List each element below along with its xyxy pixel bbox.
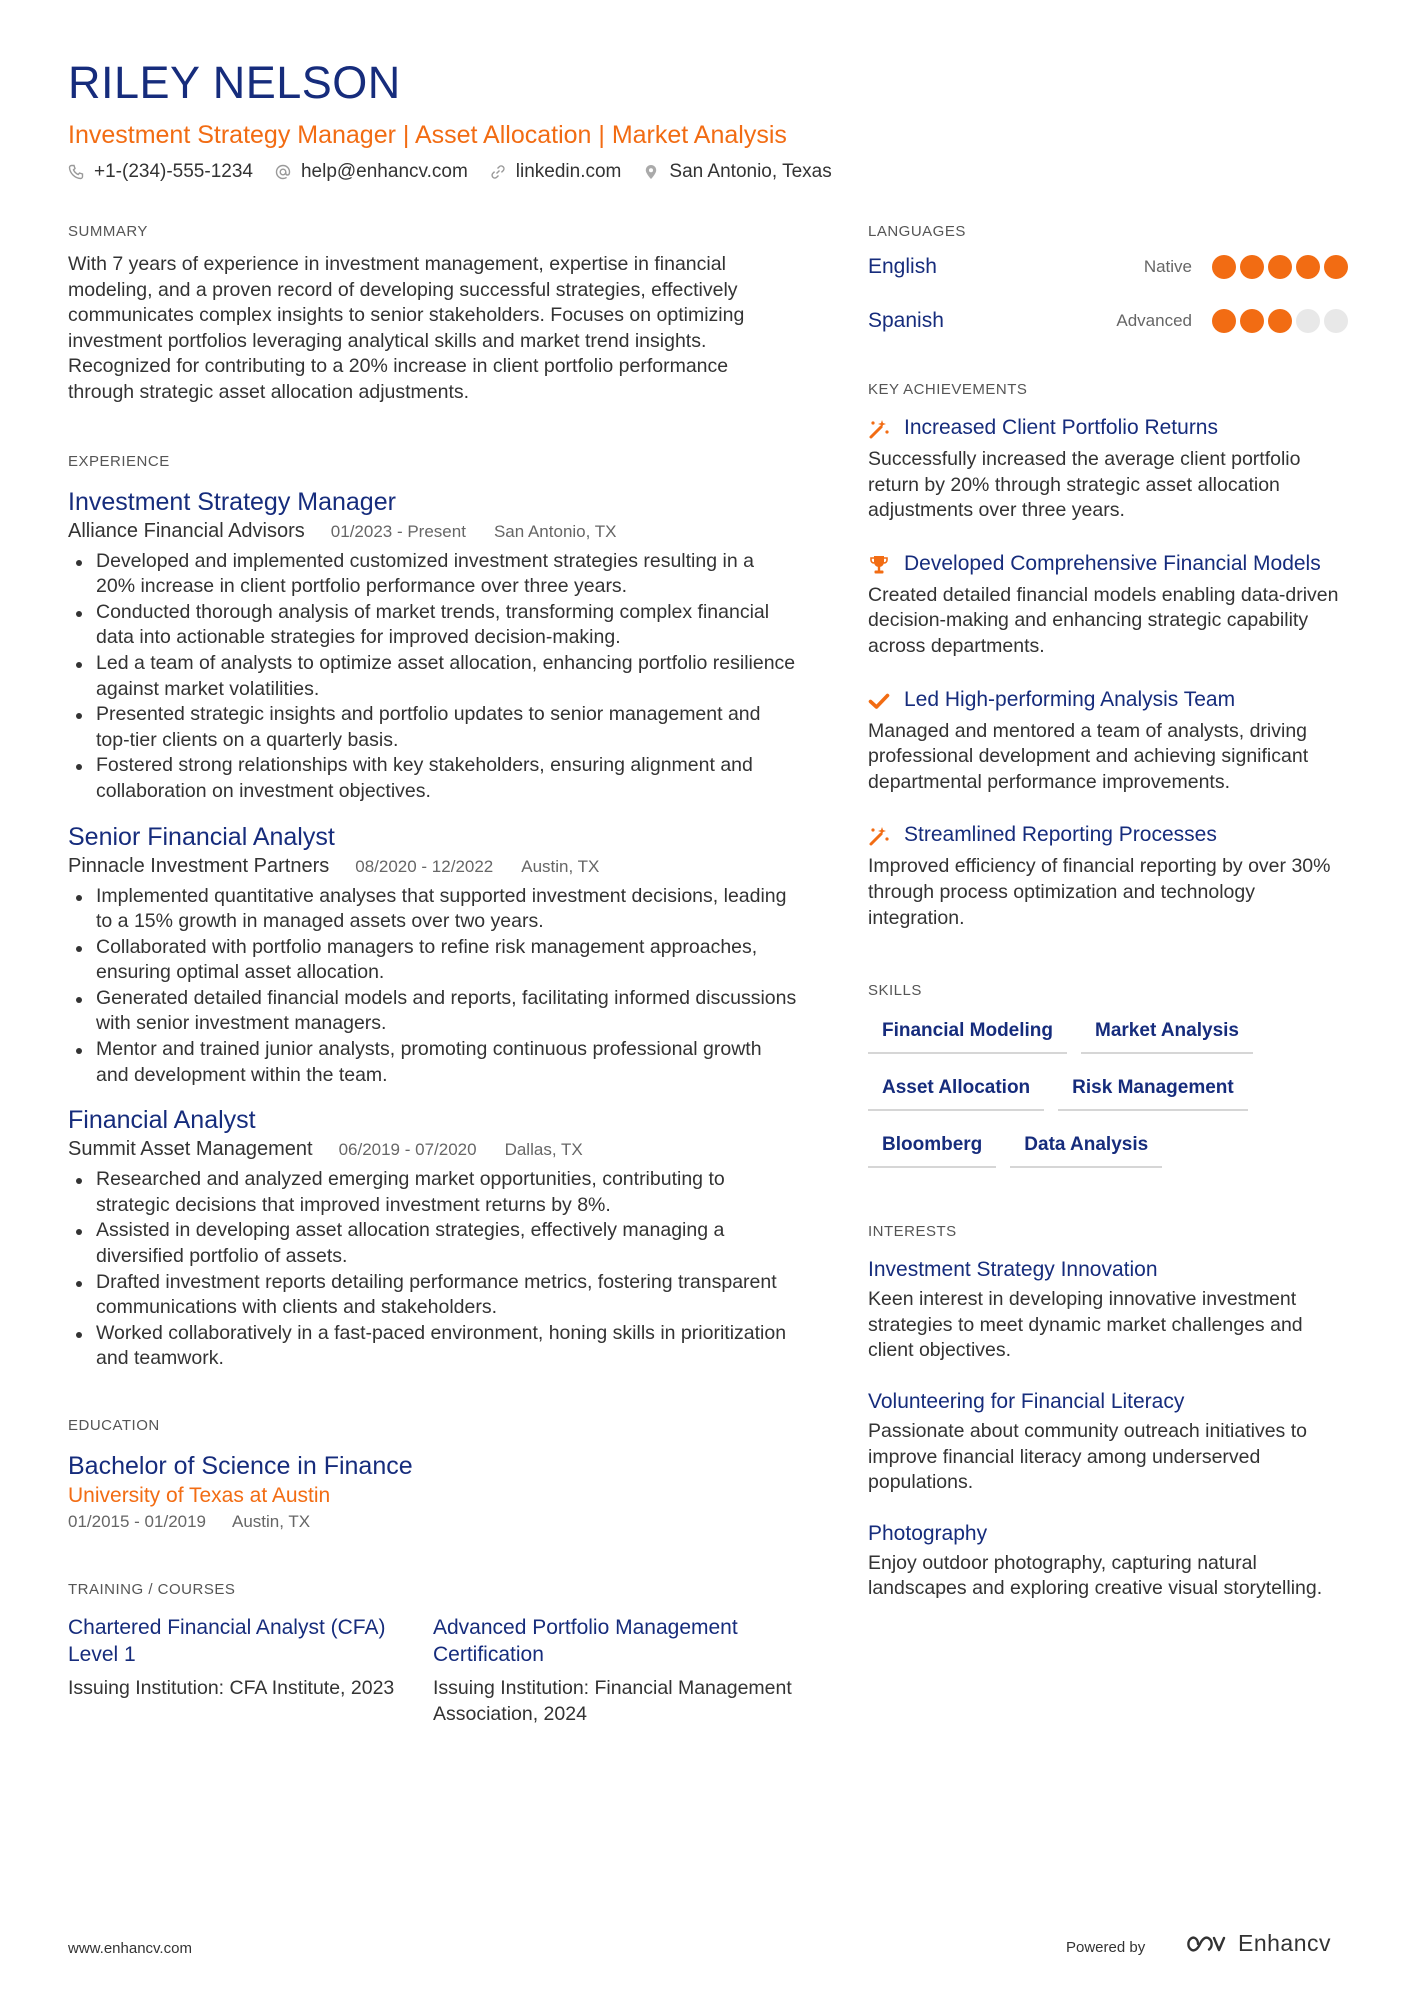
enhancv-logo[interactable] [1186, 1930, 1331, 1957]
company-name: Pinnacle Investment Partners [68, 854, 330, 877]
achievements-section [868, 380, 1348, 931]
rating-dot-filled [1212, 309, 1236, 333]
bullet-item: Researched and analyzed emerging market opportunities, contributing to strategic decisions that improved investment returns by 8%. [68, 1167, 798, 1218]
section-label: EXPERIENCE [68, 452, 170, 470]
language-rating [1208, 255, 1348, 279]
footer-url[interactable]: www.enhancv.com [68, 1940, 192, 1957]
company-name: Summit Asset Management [68, 1138, 313, 1161]
education-dates: 01/2015 - 01/2019 [68, 1512, 207, 1531]
job-meta [68, 853, 798, 880]
languages-section [868, 222, 1348, 336]
job-dates: 06/2019 - 07/2020 [338, 1140, 477, 1160]
language-level: Native [1143, 257, 1192, 276]
achievement-description: Successfully increased the average client portfolio return by 20% through strategic asset allocation adjustments over three years. [868, 448, 1301, 522]
course-description: Issuing Institution: CFA Institute, 2023 [68, 1677, 395, 1699]
course-description: Issuing Institution: Financial Management Association, 2024 [433, 1677, 792, 1725]
achievement-header [868, 550, 1348, 577]
job-title: Investment Strategy Manager [68, 487, 396, 516]
checkmark-icon [868, 690, 890, 712]
phone-text: +1-(234)-555-1234 [94, 161, 253, 182]
rating-dot-filled [1268, 255, 1292, 279]
skill-tag: Risk Management [1058, 1068, 1248, 1111]
job-bullets [68, 549, 798, 805]
language-row [868, 306, 1348, 336]
education-location: Austin, TX [232, 1512, 311, 1531]
interest-description: Passionate about community outreach initiatives to improve financial literacy among underserved populations. [868, 1419, 1307, 1494]
contact-phone [68, 158, 253, 186]
skill-tag: Data Analysis [1010, 1125, 1162, 1168]
right-column [868, 222, 1348, 1602]
email-text: help@enhancv.com [300, 161, 468, 182]
achievement-description: Created detailed financial models enabling data-driven decision-making and enhancing strategic capability across departments. [868, 583, 1339, 657]
achievement-title: Developed Comprehensive Financial Models [904, 551, 1321, 575]
education-meta [68, 1510, 798, 1534]
skill-tag: Bloomberg [868, 1125, 996, 1168]
section-label: INTERESTS [868, 1223, 957, 1241]
company-name: Alliance Financial Advisors [68, 519, 305, 542]
job-entry [68, 821, 798, 1089]
link-icon [490, 164, 506, 180]
achievement-header [868, 414, 1348, 441]
skill-tag: Asset Allocation [868, 1068, 1044, 1111]
education-section [68, 1416, 798, 1534]
achievement-title: Streamlined Reporting Processes [904, 823, 1217, 847]
candidate-name: RILEY NELSON [68, 57, 401, 108]
bullet-item: Fostered strong relationships with key stakeholders, ensuring alignment and collaboration on investment objectives. [68, 753, 798, 804]
achievement-item [868, 414, 1348, 524]
rating-dot-empty [1296, 309, 1320, 333]
contact-email[interactable] [275, 158, 468, 186]
course-title: Chartered Financial Analyst (CFA) Level 1 [68, 1616, 386, 1666]
rating-dot-filled [1212, 255, 1236, 279]
interest-item [868, 1520, 1348, 1602]
achievement-title: Increased Client Portfolio Returns [904, 416, 1218, 439]
trophy-icon [868, 554, 890, 576]
language-level: Advanced [1116, 311, 1192, 330]
section-label: SKILLS [868, 982, 922, 1000]
section-label: EDUCATION [68, 1417, 160, 1434]
magic-wand-icon [868, 418, 890, 440]
achievement-item [868, 550, 1348, 660]
language-rating [1208, 309, 1348, 333]
interest-title: Photography [868, 1521, 988, 1545]
section-label: TRAINING / COURSES [68, 1581, 236, 1598]
section-label: LANGUAGES [868, 223, 966, 240]
bullet-item: Mentor and trained junior analysts, promoting continuous professional growth and development within the team. [68, 1037, 798, 1088]
phone-icon [68, 164, 84, 180]
achievement-description: Improved efficiency of financial reporting by over 30% through process optimization and technology integration. [868, 855, 1331, 929]
job-entry [68, 1104, 798, 1372]
school-name: University of Texas at Austin [68, 1484, 331, 1507]
job-entry [68, 486, 798, 805]
interest-item [868, 1388, 1348, 1496]
skill-tag: Financial Modeling [868, 1011, 1067, 1054]
bullet-item: Led a team of analysts to optimize asset allocation, enhancing portfolio resilience against market volatilities. [68, 651, 798, 702]
skill-list [868, 1011, 1348, 1182]
job-location: Dallas, TX [504, 1140, 583, 1160]
degree-title: Bachelor of Science in Finance [68, 1452, 413, 1480]
job-title: Financial Analyst [68, 1106, 256, 1135]
section-label: SUMMARY [68, 223, 148, 240]
rating-dot-filled [1240, 255, 1264, 279]
brand-name: Enhancv [1238, 1930, 1332, 1956]
job-bullets [68, 1167, 798, 1372]
experience-section [68, 452, 798, 1372]
training-section [68, 1580, 798, 1727]
language-row [868, 252, 1348, 282]
course-item [68, 1614, 433, 1727]
rating-dot-filled [1296, 255, 1320, 279]
location-text: San Antonio, Texas [669, 161, 832, 182]
language-name: Spanish [868, 309, 944, 332]
summary-section [68, 222, 798, 406]
bullet-item: Conducted thorough analysis of market trends, transforming complex financial data into actionable strategies for improved decision-making. [68, 600, 798, 651]
job-title: Senior Financial Analyst [68, 822, 335, 851]
achievement-item [868, 686, 1348, 796]
bullet-item: Developed and implemented customized investment strategies resulting in a 20% increase in client portfolio performance over three years. [68, 549, 798, 600]
rating-dot-empty [1324, 309, 1348, 333]
achievement-description: Managed and mentored a team of analysts, driving professional development and achieving significant departmental performance improvements. [868, 719, 1309, 793]
magic-wand-icon [868, 825, 890, 847]
job-dates: 08/2020 - 12/2022 [355, 856, 494, 876]
bullet-item: Presented strategic insights and portfolio updates to senior management and top-tier clients on a quarterly basis. [68, 702, 798, 753]
course-list [68, 1614, 798, 1727]
at-sign-icon [275, 164, 291, 180]
left-column [68, 222, 798, 1727]
linkedin-text: linkedin.com [515, 161, 622, 182]
bullet-item: Implemented quantitative analyses that supported investment decisions, leading to a 15% growth in managed assets over two years. [68, 884, 798, 935]
course-title: Advanced Portfolio Management Certification [433, 1616, 738, 1666]
interest-item [868, 1256, 1348, 1364]
rating-dot-filled [1324, 255, 1348, 279]
rating-dot-filled [1268, 309, 1292, 333]
achievement-header [868, 686, 1348, 713]
skills-section [868, 981, 1348, 1182]
interest-description: Enjoy outdoor photography, capturing natural landscapes and exploring creative visual storytelling. [868, 1551, 1323, 1600]
rating-dot-filled [1240, 309, 1264, 333]
bullet-item: Collaborated with portfolio managers to refine risk management approaches, ensuring optimal asset allocation. [68, 935, 798, 986]
bullet-item: Generated detailed financial models and reports, facilitating informed discussions with senior investment managers. [68, 986, 798, 1037]
contact-linkedin[interactable] [490, 158, 622, 186]
achievement-header [868, 821, 1348, 848]
candidate-title: Investment Strategy Manager | Asset Allocation | Market Analysis [68, 121, 787, 149]
contact-bar [68, 158, 1348, 186]
section-label: KEY ACHIEVEMENTS [868, 381, 1028, 398]
location-pin-icon [643, 164, 659, 180]
job-meta [68, 518, 798, 545]
interest-title: Investment Strategy Innovation [868, 1258, 1158, 1282]
job-meta [68, 1136, 798, 1163]
bullet-item: Assisted in developing asset allocation strategies, effectively managing a diversified portfolio of assets. [68, 1218, 798, 1269]
powered-by-text: Powered by [1066, 1939, 1146, 1956]
job-location: Austin, TX [521, 856, 600, 876]
course-item [433, 1614, 798, 1727]
achievement-item [868, 821, 1348, 931]
summary-text: With 7 years of experience in investment management, expertise in financial modeling, and a proven record of developing successful strategies, effectively communicates complex insights to senior stakeholders. Focuses on optimizing investment portfolios leveraging analytical skills and market trend insights. Recognized for contributing to a 20% increase in client portfolio performance through strategic asset allocation adjustments. [68, 253, 745, 403]
language-name: English [868, 255, 937, 278]
job-location: San Antonio, TX [493, 521, 617, 541]
interest-title: Volunteering for Financial Literacy [868, 1389, 1185, 1413]
bullet-item: Worked collaboratively in a fast-paced environment, honing skills in prioritization and teamwork. [68, 1321, 798, 1372]
bullet-item: Drafted investment reports detailing performance metrics, fostering transparent communications with clients and stakeholders. [68, 1270, 798, 1321]
achievement-title: Led High-performing Analysis Team [904, 687, 1236, 711]
job-dates: 01/2023 - Present [330, 521, 466, 541]
infinity-logo-icon [1186, 1931, 1232, 1957]
contact-location [643, 158, 831, 186]
skill-tag: Market Analysis [1081, 1011, 1253, 1054]
interests-section [868, 1222, 1348, 1602]
job-bullets [68, 884, 798, 1089]
resume-header [68, 56, 1348, 186]
interest-description: Keen interest in developing innovative investment strategies to meet dynamic market challenges and client objectives. [868, 1288, 1303, 1362]
